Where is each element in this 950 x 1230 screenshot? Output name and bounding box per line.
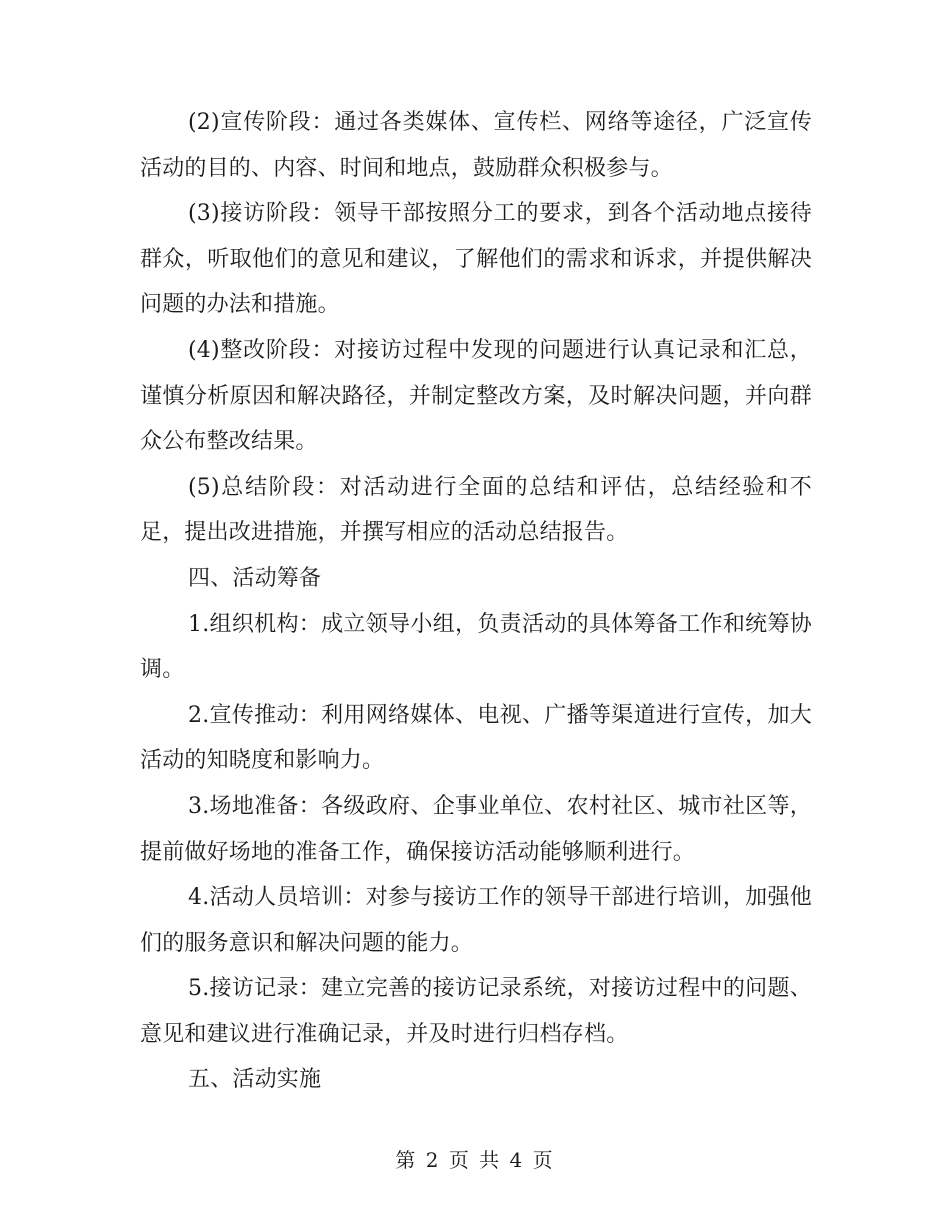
paragraph-records: 5.接访记录：建立完善的接访记录系统，对接访过程中的问题、意见和建议进行准确记录，并及时进行归档存档。 bbox=[140, 976, 812, 1047]
paragraph-venue: 3.场地准备：各级政府、企事业单位、农村社区、城市社区等，提前做好场地的准备工作，确保接访活动能够顺利进行。 bbox=[140, 793, 812, 865]
page-number-footer: 第 2 页 共 4 页 bbox=[395, 1148, 555, 1172]
paragraph-training: 4.活动人员培训：对参与接访工作的领导干部进行培训，加强他们的服务意识和解决问题的能力。 bbox=[140, 885, 812, 956]
paragraph-stage-reception: (3)接访阶段：领导干部按照分工的要求，到各个活动地点接待群众，听取他们的意见和建议，了解他们的需求和诉求，并提供解决问题的办法和措施。 bbox=[140, 201, 812, 318]
section-heading-implementation: 五、活动实施 bbox=[188, 1067, 322, 1093]
paragraph-stage-publicity: (2)宣传阶段：通过各类媒体、宣传栏、网络等途径，广泛宣传活动的目的、内容、时间和地点，鼓励群众积极参与。 bbox=[140, 110, 812, 181]
document-body bbox=[140, 100, 812, 1103]
paragraph-stage-summary: (5)总结阶段：对活动进行全面的总结和评估，总结经验和不足，提出改进措施，并撰写相应的活动总结报告。 bbox=[140, 474, 812, 546]
paragraph-stage-rectification: (4)整改阶段：对接访过程中发现的问题进行认真记录和汇总，谨慎分析原因和解决路径，并制定整改方案，及时解决问题，并向群众公布整改结果。 bbox=[140, 337, 812, 455]
paragraph-promotion: 2.宣传推动：利用网络媒体、电视、广播等渠道进行宣传，加大活动的知晓度和影响力。 bbox=[140, 702, 812, 774]
section-heading-preparation: 四、活动筹备 bbox=[188, 565, 322, 591]
paragraph-organization: 1.组织机构：成立领导小组，负责活动的具体筹备工作和统筹协调。 bbox=[140, 611, 812, 683]
